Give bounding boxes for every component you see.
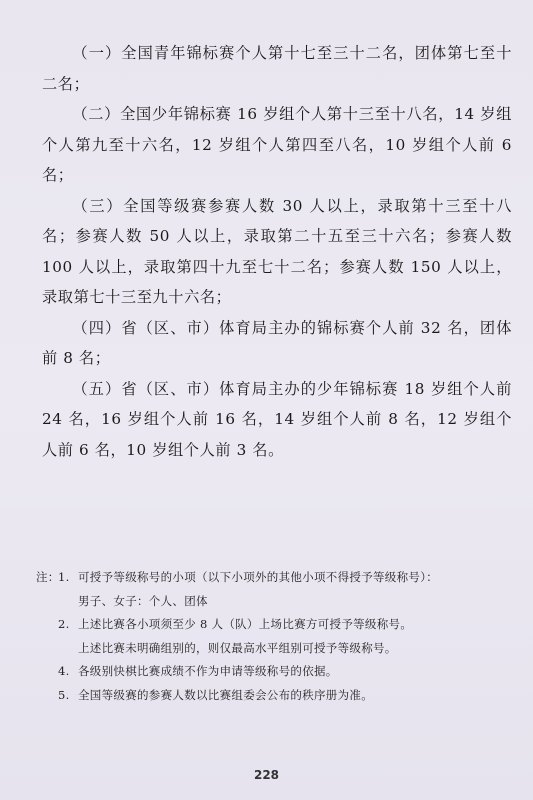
paragraph-4: （四）省（区、市）体育局主办的锦标赛个人前 32 名，团体前 8 名；	[42, 318, 512, 367]
note-text: 各级别快棋比赛成绩不作为申请等级称号的依据。	[78, 664, 338, 679]
note-text: 上述比赛未明确组别的，则仅最高水平组别可授予等级称号。	[78, 640, 397, 655]
note-number: 4.	[58, 664, 70, 679]
note-number: 2.	[58, 617, 70, 632]
note-prefix: 注：	[36, 570, 60, 584]
paragraph-1: （一）全国青年锦标赛个人第十七至三十二名，团体第七至十二名；	[42, 44, 512, 93]
note-item	[36, 660, 506, 684]
note-number: 1.	[58, 570, 70, 584]
note-item	[36, 637, 506, 661]
note-item	[36, 590, 506, 614]
note-text: 可授予等级称号的小项（以下小项外的其他小项不得授予等级称号）：	[78, 570, 439, 584]
note-text: 上述比赛各小项须至少 8 人（队）上场比赛方可授予等级称号。	[78, 617, 413, 632]
note-item	[36, 613, 506, 637]
page-number: 228	[253, 768, 280, 782]
footnotes	[36, 566, 506, 708]
paragraph-3: （三）全国等级赛参赛人数 30 人以上，录取第十三至十八名；参赛人数 50 人以上，录取第二十五至三十六名；参赛人数 100 人以上，录取第四十九至七十二名；参赛人数 150 人以上，录取第七十三至九十六名；	[42, 196, 512, 306]
note-text: 全国等级赛的参赛人数以比赛组委会公布的秩序册为准。	[78, 687, 373, 702]
note-item	[36, 684, 506, 708]
paragraph-5: （五）省（区、市）体育局主办的少年锦标赛 18 岁组个人前 24 名，16 岁组个人前 16 名，14 岁组个人前 8 名，12 岁组个人前 6 名，10 岁组个人前 3 名。	[42, 379, 512, 459]
paragraph-2: （二）全国少年锦标赛 16 岁组个人第十三至十八名，14 岁组个人第九至十六名，12 岁组个人第四至八名，10 岁组个人前 6 名；	[42, 105, 512, 184]
body-text	[42, 38, 512, 465]
note-text: 男子、女子：个人、团体	[78, 593, 208, 608]
note-number: 5.	[58, 687, 70, 702]
note-item	[36, 566, 506, 590]
